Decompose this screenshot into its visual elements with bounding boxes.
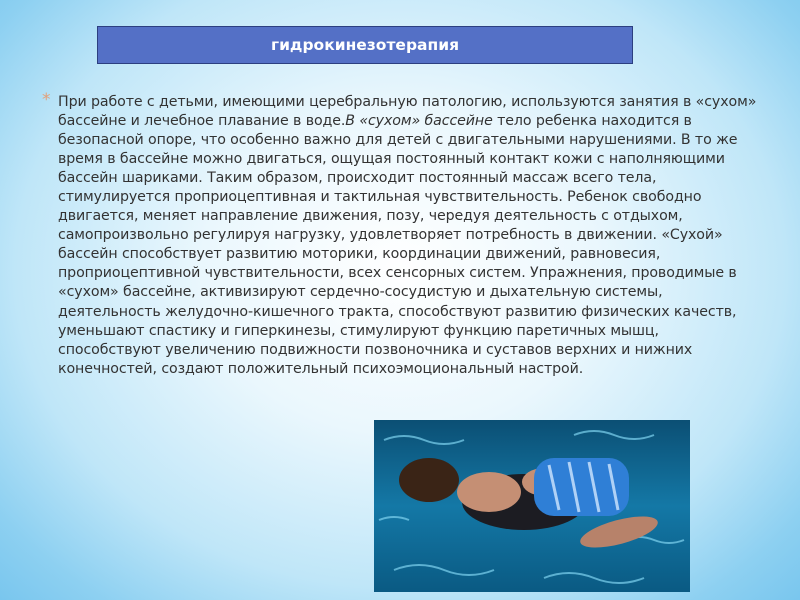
slide-title: гидрокинезотерапия	[270, 36, 460, 54]
body-paragraph	[58, 93, 764, 379]
paragraph-part3: тело ребенка находится в безопасной опоре, что особенно важно для детей с двигательными нарушениями. В то же время в бассейне можно двигаться, ощущая постоянный контакт кожи с наполняющими бассейн шариками. Таким образом, происходит постоянный массаж всего тела, стимулируется проприоцептивная и тактильная чувствительность. Ребенок свободно двигается, меняет направление движения, позу, чередуя деятельность с отдыхом, самопроизвольно регулируя нагрузку, удовлетворяет потребность в движении. «Сухой» бассейн способствует развитию моторики, координации движений, равновесия, проприоцептивной чувствительности, всех сенсорных систем. Упражнения, проводимые в «сухом» бассейне, активизируют сердечно-сосудистую и дыхательную системы, деятельность желудочно-кишечного тракта, способствуют развитию физических качеств, уменьшают спастику и гиперкинезы, стимулируют функцию паретичных мышц, способствуют увеличению подвижности позвоночника и суставов верхних и нижних конечностей, создают положительный психоэмоциональный настрой.	[58, 113, 738, 377]
head	[399, 458, 459, 502]
swimmer-photo-icon	[374, 420, 690, 592]
swimmer-photo	[374, 420, 690, 592]
paragraph-part1: При работе с детьми, имеющими церебральную патологию, используются занятия в «сухом» бассейне и лечебное плавание в воде.	[58, 94, 757, 130]
paragraph-italic: В «сухом» бассейне	[345, 113, 493, 130]
bullet-icon: *	[42, 90, 51, 110]
slide-title-box	[97, 26, 633, 64]
shoulder	[457, 472, 521, 512]
